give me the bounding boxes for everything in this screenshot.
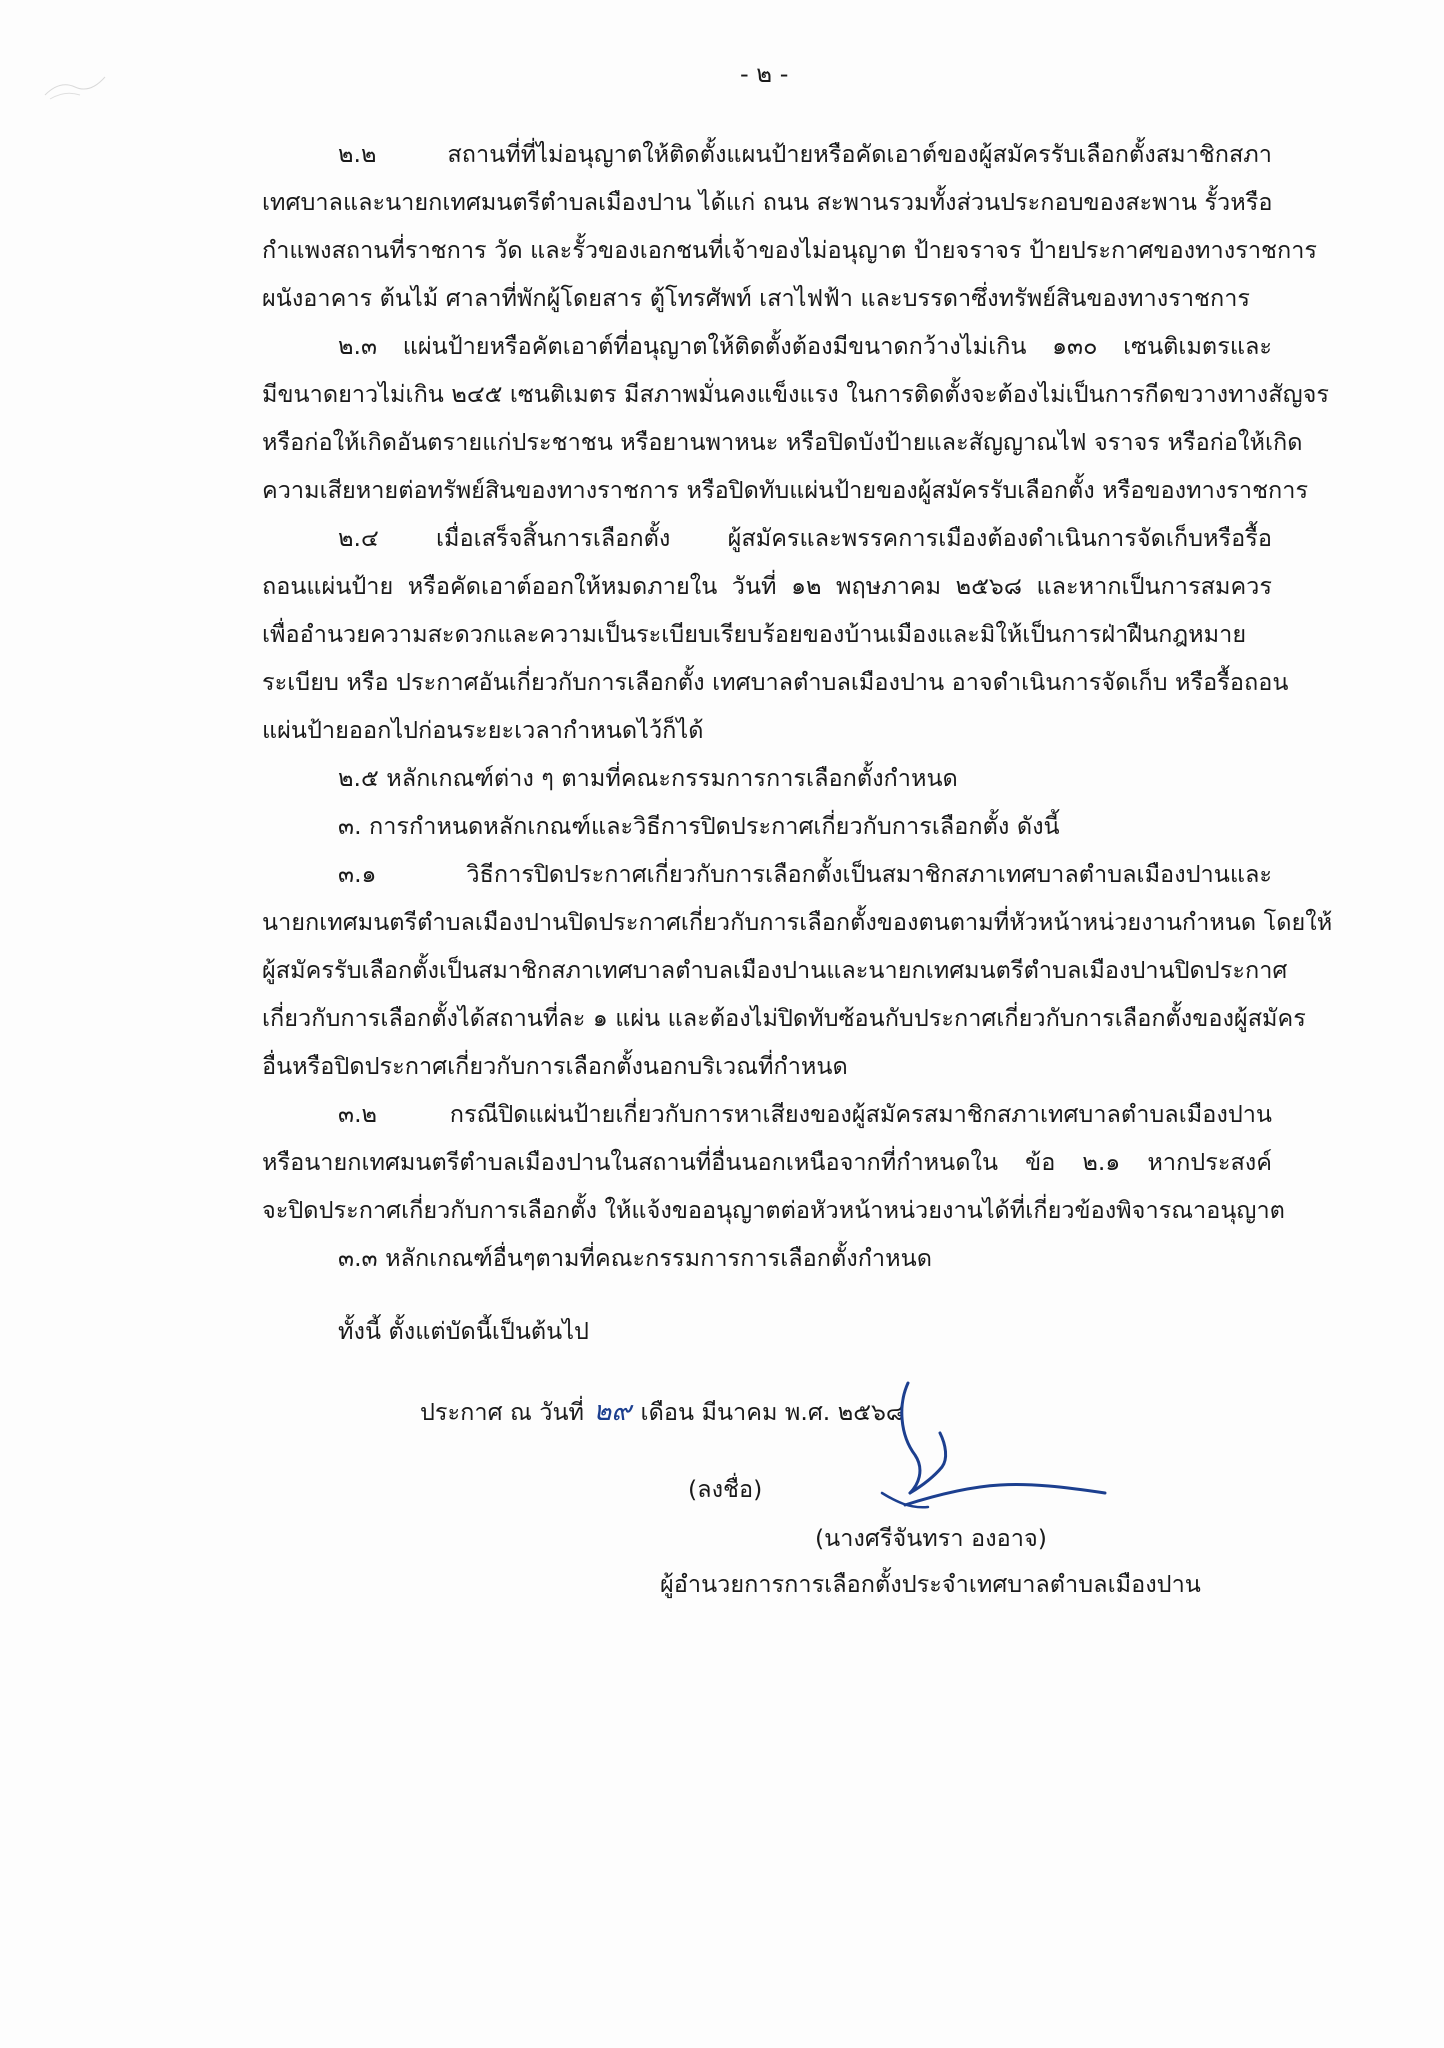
clause-2-4-line-4: ระเบียบ หรือ ประกาศอันเกี่ยวกับการเลือกตั้ง เทศบาลตำบลเมืองปาน อาจดำเนินการจัดเก็บ หรือรื้อถอน — [262, 668, 1289, 696]
clause-2-4-line-3: เพื่ออำนวยความสะดวกและความเป็นระเบียบเรียบร้อยของบ้านเมืองและมิให้เป็นการฝ่าฝืนกฎหมาย — [262, 620, 1247, 648]
announcement-date — [420, 1398, 904, 1425]
clause-3-3-line-1: ๓.๓ หลักเกณฑ์อื่นๆตามที่คณะกรรมการการเลือกตั้งกำหนด — [338, 1244, 932, 1272]
announcement-day: ๒๙ — [593, 1396, 632, 1427]
clause-3-2-line-3: จะปิดประกาศเกี่ยวกับการเลือกตั้ง ให้แจ้งขออนุญาตต่อหัวหน้าหน่วยงานได้ที่เกี่ยวข้องพิจารณาอนุญาต — [262, 1196, 1285, 1224]
signatory-position: ผู้อำนวยการการเลือกตั้งประจำเทศบาลตำบลเมืองปาน — [660, 1570, 1201, 1598]
announcement-suffix: เดือน มีนาคม พ.ศ. ๒๕๖๘ — [640, 1398, 905, 1426]
clause-2-3-line-3: หรือก่อให้เกิดอันตรายแก่ประชาชน หรือยานพาหนะ หรือปิดบังป้ายและสัญญาณไฟ จราจร หรือก่อให้เกิด — [262, 428, 1303, 456]
clause-3-1-line-4: เกี่ยวกับการเลือกตั้งได้สถานที่ละ ๑ แผ่น และต้องไม่ปิดทับซ้อนกับประกาศเกี่ยวกับการเลือกตั้งของผู้สมัคร — [262, 1004, 1306, 1032]
scan-smudge — [40, 65, 110, 105]
clause-2-3-line-4: ความเสียหายต่อทรัพย์สินของทางราชการ หรือปิดทับแผ่นป้ายของผู้สมัครรับเลือกตั้ง หรือของทางราชการ — [262, 476, 1309, 504]
clause-3-2-line-2: หรือนายกเทศมนตรีตำบลเมืองปานในสถานที่อื่นนอกเหนือจากที่กำหนดใน ข้อ ๒.๑ หากประสงค์ — [262, 1148, 1272, 1176]
clause-3-heading: ๓. การกำหนดหลักเกณฑ์และวิธีการปิดประกาศเกี่ยวกับการเลือกตั้ง ดังนี้ — [338, 812, 1060, 840]
clause-3-1-line-3: ผู้สมัครรับเลือกตั้งเป็นสมาชิกสภาเทศบาลตำบลเมืองปานและนายกเทศมนตรีตำบลเมืองปานปิดประกาศ — [262, 956, 1288, 984]
clause-3-1-line-2: นายกเทศมนตรีตำบลเมืองปานปิดประกาศเกี่ยวกับการเลือกตั้งของตนตามที่หัวหน้าหน่วยงานกำหนด โดยให้ — [262, 908, 1333, 936]
clause-2-2-line-1: ๒.๒ สถานที่ที่ไม่อนุญาตให้ติดตั้งแผนป้ายหรือคัดเอาต์ของผู้สมัครรับเลือกตั้งสมาชิกสภา — [338, 140, 1272, 168]
clause-2-4-line-1: ๒.๔ เมื่อเสร็จสิ้นการเลือกตั้ง ผู้สมัครและพรรคการเมืองต้องดำเนินการจัดเก็บหรือรื้อ — [338, 524, 1272, 552]
clause-2-4-line-2: ถอนแผ่นป้าย หรือคัดเอาต์ออกให้หมดภายใน วันที่ ๑๒ พฤษภาคม ๒๕๖๘ และหากเป็นการสมควร — [262, 572, 1272, 600]
effective-statement: ทั้งนี้ ตั้งแต่บัดนี้เป็นต้นไป — [338, 1317, 589, 1345]
signatory-name: (นางศรีจันทรา องอาจ) — [815, 1524, 1047, 1552]
clause-3-1-line-1: ๓.๑ วิธีการปิดประกาศเกี่ยวกับการเลือกตั้งเป็นสมาชิกสภาเทศบาลตำบลเมืองปานและ — [338, 860, 1272, 888]
clause-2-4-line-5: แผ่นป้ายออกไปก่อนระยะเวลากำหนดไว้ก็ได้ — [262, 716, 704, 744]
announcement-prefix: ประกาศ ณ วันที่ — [420, 1398, 584, 1426]
signed-label: (ลงชื่อ) — [688, 1475, 763, 1503]
clause-2-2-line-3: กำแพงสถานที่ราชการ วัด และรั้วของเอกชนที่เจ้าของไม่อนุญาต ป้ายจราจร ป้ายประกาศของทางราชการ — [262, 236, 1318, 264]
page-number: - ๒ - — [740, 60, 789, 88]
clause-2-3-line-1: ๒.๓ แผ่นป้ายหรือคัตเอาต์ที่อนุญาตให้ติดตั้งต้องมีขนาดกว้างไม่เกิน ๑๓๐ เซนติเมตรและ — [338, 332, 1272, 360]
clause-2-2-line-4: ผนังอาคาร ต้นไม้ ศาลาที่พักผู้โดยสาร ตู้โทรศัพท์ เสาไฟฟ้า และบรรดาซึ่งทรัพย์สินของทางราชการ — [262, 284, 1251, 312]
clause-2-2-line-2: เทศบาลและนายกเทศมนตรีตำบลเมืองปาน ได้แก่ ถนน สะพานรวมทั้งส่วนประกอบของสะพาน รั้วหรือ — [262, 188, 1273, 216]
clause-2-5-line-1: ๒.๕ หลักเกณฑ์ต่าง ๆ ตามที่คณะกรรมการการเลือกตั้งกำหนด — [338, 764, 958, 792]
clause-3-1-line-5: อื่นหรือปิดประกาศเกี่ยวกับการเลือกตั้งนอกบริเวณที่กำหนด — [262, 1052, 848, 1080]
handwritten-signature — [870, 1375, 1120, 1525]
clause-2-3-line-2: มีขนาดยาวไม่เกิน ๒๔๕ เซนติเมตร มีสภาพมั่นคงแข็งแรง ในการติดตั้งจะต้องไม่เป็นการกีดขวางทางสัญจร — [262, 380, 1330, 408]
clause-3-2-line-1: ๓.๒ กรณีปิดแผ่นป้ายเกี่ยวกับการหาเสียงของผู้สมัครสมาชิกสภาเทศบาลตำบลเมืองปาน — [338, 1100, 1272, 1128]
